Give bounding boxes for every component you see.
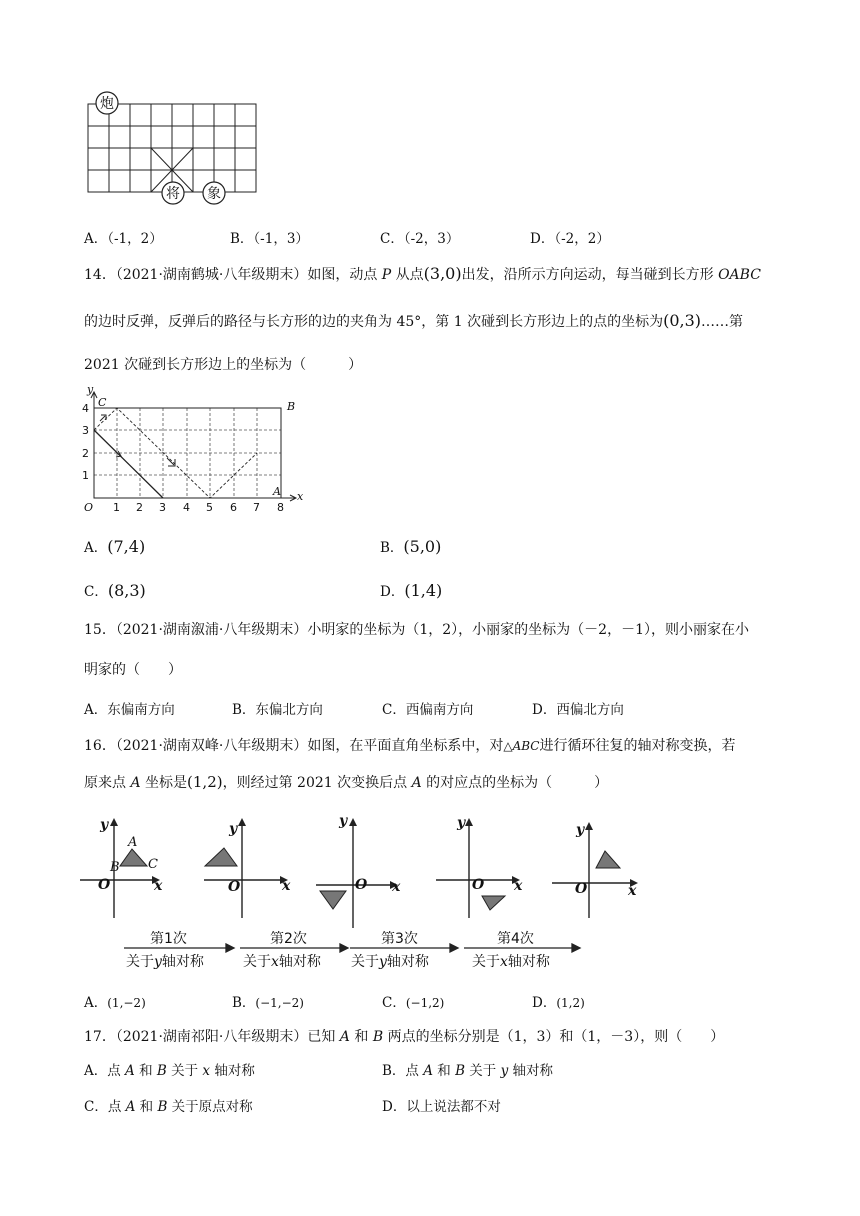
q14-ytick-2: 2 bbox=[82, 447, 89, 460]
q14-line-1: 14．（2021·湖南鹤城·八年级期末）如图，动点 P 从点(3,0)出发，沿所示方向运动，每当碰到长方形 OABC bbox=[84, 264, 761, 283]
q16-line-2: 原来点 A 坐标是(1,2)，则经过第 2021 次变换后点 A 的对应点的坐标为（ ） bbox=[84, 773, 609, 791]
q14-xtick-5: 5 bbox=[206, 501, 213, 514]
q15-option-a: A．东偏南方向 bbox=[84, 702, 175, 718]
q14-label-x: x bbox=[297, 490, 304, 503]
q16-plane5-y: y bbox=[576, 822, 585, 838]
piece-xiang: 象 bbox=[207, 186, 221, 202]
q17-option-b: B．点 A 和 B 关于 y 轴对称 bbox=[382, 1063, 554, 1079]
q16-option-d: D．(1,2) bbox=[532, 995, 585, 1011]
q16-plane5-o: O bbox=[575, 881, 588, 897]
q14-label-o: O bbox=[84, 501, 94, 514]
piece-pao: 炮 bbox=[100, 96, 114, 112]
q16-option-a: A．(1,−2) bbox=[84, 995, 146, 1011]
q17-option-c: C．点 A 和 B 关于原点对称 bbox=[84, 1099, 253, 1115]
q17-option-d: D．以上说法都不对 bbox=[382, 1099, 501, 1115]
q16-step-4-bottom: 关于x轴对称 bbox=[472, 954, 550, 970]
q16-option-b: B．(−1,−2) bbox=[232, 995, 304, 1011]
q16-plane3-x: x bbox=[392, 879, 401, 895]
q13-option-b: B．（-1，3） bbox=[230, 231, 309, 247]
q14-option-c: C．(8,3) bbox=[84, 581, 146, 600]
q17-option-a: A．点 A 和 B 关于 x 轴对称 bbox=[84, 1063, 255, 1079]
q14-xtick-2: 2 bbox=[136, 501, 143, 514]
q15-line-2: 明家的（ ） bbox=[84, 662, 182, 678]
q16-plane4-o: O bbox=[472, 877, 485, 893]
piece-jiang: 将 bbox=[166, 186, 180, 202]
q14-ytick-4: 4 bbox=[82, 402, 89, 415]
q16-step-3-top: 第3次 bbox=[381, 931, 418, 947]
q14-line-2: 的边时反弹，反弹后的路径与长方形的边的夹角为 45°，第 1 次碰到长方形边上的点的坐标为(0,3)……第 bbox=[84, 311, 744, 330]
q16-line-1: 16．（2021·湖南双峰·八年级期末）如图，在平面直角坐标系中，对△ABC进行循环往复的轴对称变换，若 bbox=[84, 738, 736, 754]
q16-plane3-o: O bbox=[355, 877, 368, 893]
q16-plane2-x: x bbox=[282, 878, 291, 894]
q14-option-b: B．(5,0) bbox=[380, 537, 442, 556]
q16-plane1-y: y bbox=[100, 817, 109, 833]
q16-option-c: C．(−1,2) bbox=[382, 995, 445, 1011]
q17-line-1: 17．（2021·湖南祁阳·八年级期末）已知 A 和 B 两点的坐标分别是（1，3）和（1，－3），则（ ） bbox=[84, 1029, 725, 1045]
q14-xtick-7: 7 bbox=[253, 501, 260, 514]
q16-plane1-label-b: B bbox=[110, 860, 120, 875]
q14-xtick-3: 3 bbox=[159, 501, 166, 514]
q14-xtick-1: 1 bbox=[113, 501, 120, 514]
q14-ytick-3: 3 bbox=[82, 424, 89, 437]
q15-option-b: B．东偏北方向 bbox=[232, 702, 323, 718]
q14-xtick-4: 4 bbox=[183, 501, 190, 514]
q16-plane2-y: y bbox=[229, 821, 238, 837]
q16-plane5-x: x bbox=[628, 883, 637, 899]
q16-step-4-top: 第4次 bbox=[497, 931, 534, 947]
q16-plane4-x: x bbox=[514, 878, 523, 894]
q16-step-2-top: 第2次 bbox=[270, 931, 307, 947]
q14-xtick-8: 8 bbox=[277, 501, 284, 514]
q13-option-d: D．（-2，2） bbox=[530, 231, 610, 247]
q16-plane1-label-a: A bbox=[128, 835, 138, 850]
q16-step-1-top: 第1次 bbox=[150, 931, 187, 947]
q13-option-a: A．（-1，2） bbox=[84, 231, 163, 247]
q16-plane1-label-c: C bbox=[148, 857, 158, 872]
q16-plane4-y: y bbox=[457, 815, 466, 831]
q16-step-2-bottom: 关于x轴对称 bbox=[243, 954, 321, 970]
q15-option-c: C．西偏南方向 bbox=[382, 702, 474, 718]
q14-label-b: B bbox=[287, 400, 296, 413]
q16-plane3-y: y bbox=[339, 813, 348, 829]
q13-option-c: C．（-2，3） bbox=[380, 231, 460, 247]
q14-label-c: C bbox=[98, 396, 107, 409]
q16-plane1-o: O bbox=[98, 877, 111, 893]
q15-option-d: D．西偏北方向 bbox=[532, 702, 624, 718]
q16-step-3-bottom: 关于y轴对称 bbox=[351, 954, 429, 970]
q14-xtick-6: 6 bbox=[230, 501, 237, 514]
q16-plane1-x: x bbox=[154, 878, 163, 894]
q14-option-a: A．(7,4) bbox=[84, 537, 146, 556]
q14-label-y: y bbox=[87, 383, 94, 396]
q14-label-a: A bbox=[273, 485, 281, 498]
q16-step-1-bottom: 关于y轴对称 bbox=[126, 954, 204, 970]
q14-option-d: D．(1,4) bbox=[380, 581, 443, 600]
q15-line-1: 15．（2021·湖南溆浦·八年级期末）小明家的坐标为（1，2），小丽家的坐标为（－2，－1），则小丽家在小 bbox=[84, 622, 749, 638]
q14-ytick-1: 1 bbox=[82, 469, 89, 482]
q16-plane2-o: O bbox=[228, 879, 241, 895]
q14-line-3: 2021 次碰到长方形边上的坐标为（ ） bbox=[84, 357, 363, 373]
